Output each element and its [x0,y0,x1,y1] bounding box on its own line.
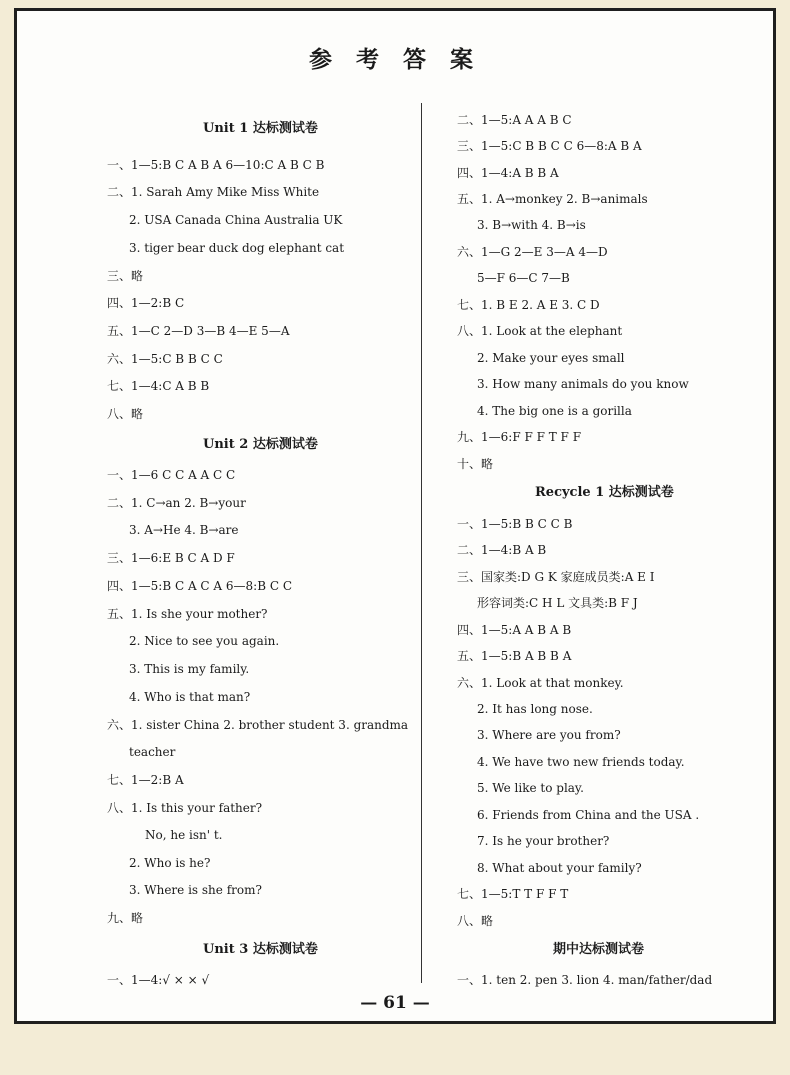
column-divider [421,103,422,983]
answer-line: 一、1—5:B B C C B [457,517,573,531]
answer-line: 7. Is he your brother? [477,834,610,848]
answer-line: 一、1—5:B C A B A 6—10:C A B C B [107,158,325,172]
answer-line: 四、1—5:A A B A B [457,623,572,637]
page-title: 参 考 答 案 [308,46,482,73]
answer-line: 五、1. A→monkey 2. B→animals [457,192,648,206]
answer-line: 形容词类:C H L 文具类:B F J [477,596,638,610]
section-heading: Unit 3 达标测试卷 [203,942,318,957]
answer-line: 4. Who is that man? [129,690,251,704]
answer-line: 九、略 [107,911,144,925]
answer-line: 五、1—C 2—D 3—B 4—E 5—A [107,324,290,338]
answer-line: 三、国家类:D G K 家庭成员类:A E I [457,570,655,584]
answer-line: 3. This is my family. [129,662,250,676]
answer-line: 八、1. Is this your father? [107,801,263,815]
answer-line: 八、1. Look at the elephant [457,324,623,338]
answer-line: 六、1—5:C B B C C [107,352,223,366]
answer-line: 七、1. B E 2. A E 3. C D [457,298,600,312]
answer-line: 八、略 [107,407,144,421]
answer-line: 六、1—G 2—E 3—A 4—D [457,245,608,259]
answer-line: 七、1—2:B A [107,773,184,787]
answer-line: 七、1—4:C A B B [107,379,210,393]
answer-line: 3. A→He 4. B→are [129,523,239,537]
answer-line: 四、1—5:B C A C A 6—8:B C C [107,579,293,593]
answer-line: 4. The big one is a gorilla [477,404,632,418]
section-heading: Unit 1 达标测试卷 [203,121,318,136]
answer-line: 5—F 6—C 7—B [477,271,570,285]
answer-line: 3. tiger bear duck dog elephant cat [129,241,345,255]
answer-line: 2. Make your eyes small [477,351,625,365]
answer-line: 3. Where are you from? [477,728,621,742]
answer-line: 8. What about your family? [477,861,642,875]
answer-line: 一、1—4:√ × × √ [107,973,210,987]
answer-line: 三、1—6:E B C A D F [107,551,235,565]
answer-line: 六、1. sister China 2. brother student 3. grandma [107,718,409,732]
answer-line: 2. Who is he? [129,856,211,870]
answer-line: 2. It has long nose. [477,702,593,716]
answer-line: 3. B→with 4. B→is [477,218,586,232]
answer-line: 二、1. Sarah Amy Mike Miss White [107,185,320,199]
answer-key-page [14,8,776,1024]
answer-line: 2. USA Canada China Australia UK [129,213,343,227]
answer-line: 七、1—5:T T F F T [457,887,569,901]
answer-line: 九、1—6:F F F T F F [457,430,582,444]
answer-line: 三、略 [107,269,144,283]
answer-line: No, he isn' t. [145,828,223,842]
answer-line: 四、1—4:A B B A [457,166,559,180]
section-heading: 期中达标测试卷 [553,942,645,957]
answer-line: 六、1. Look at that monkey. [457,676,624,690]
answer-line: 一、1. ten 2. pen 3. lion 4. man/father/dad [457,973,713,987]
answer-line: teacher [129,745,176,759]
answer-line: 四、1—2:B C [107,296,185,310]
answer-line: 二、1. C→an 2. B→your [107,496,246,510]
answer-line: 五、1—5:B A B B A [457,649,572,663]
section-heading: Unit 2 达标测试卷 [203,437,318,452]
answer-line: 3. How many animals do you know [477,377,689,391]
answer-line: 2. Nice to see you again. [129,634,280,648]
answer-line: 6. Friends from China and the USA . [477,808,700,822]
answer-line: 十、略 [457,457,494,471]
answer-line: 三、1—5:C B B C C 6—8:A B A [457,139,642,153]
answer-line: 3. Where is she from? [129,883,262,897]
section-heading: Recycle 1 达标测试卷 [535,485,674,500]
answer-line: 二、1—5:A A A B C [457,113,572,127]
answer-line: 八、略 [457,914,494,928]
answer-line: 4. We have two new friends today. [477,755,685,769]
answer-line: 5. We like to play. [477,781,584,795]
page-number: — 61 — [360,993,430,1013]
answer-line: 二、1—4:B A B [457,543,547,557]
answer-line: 一、1—6 C C A A C C [107,468,236,482]
answer-line: 五、1. Is she your mother? [107,607,268,621]
